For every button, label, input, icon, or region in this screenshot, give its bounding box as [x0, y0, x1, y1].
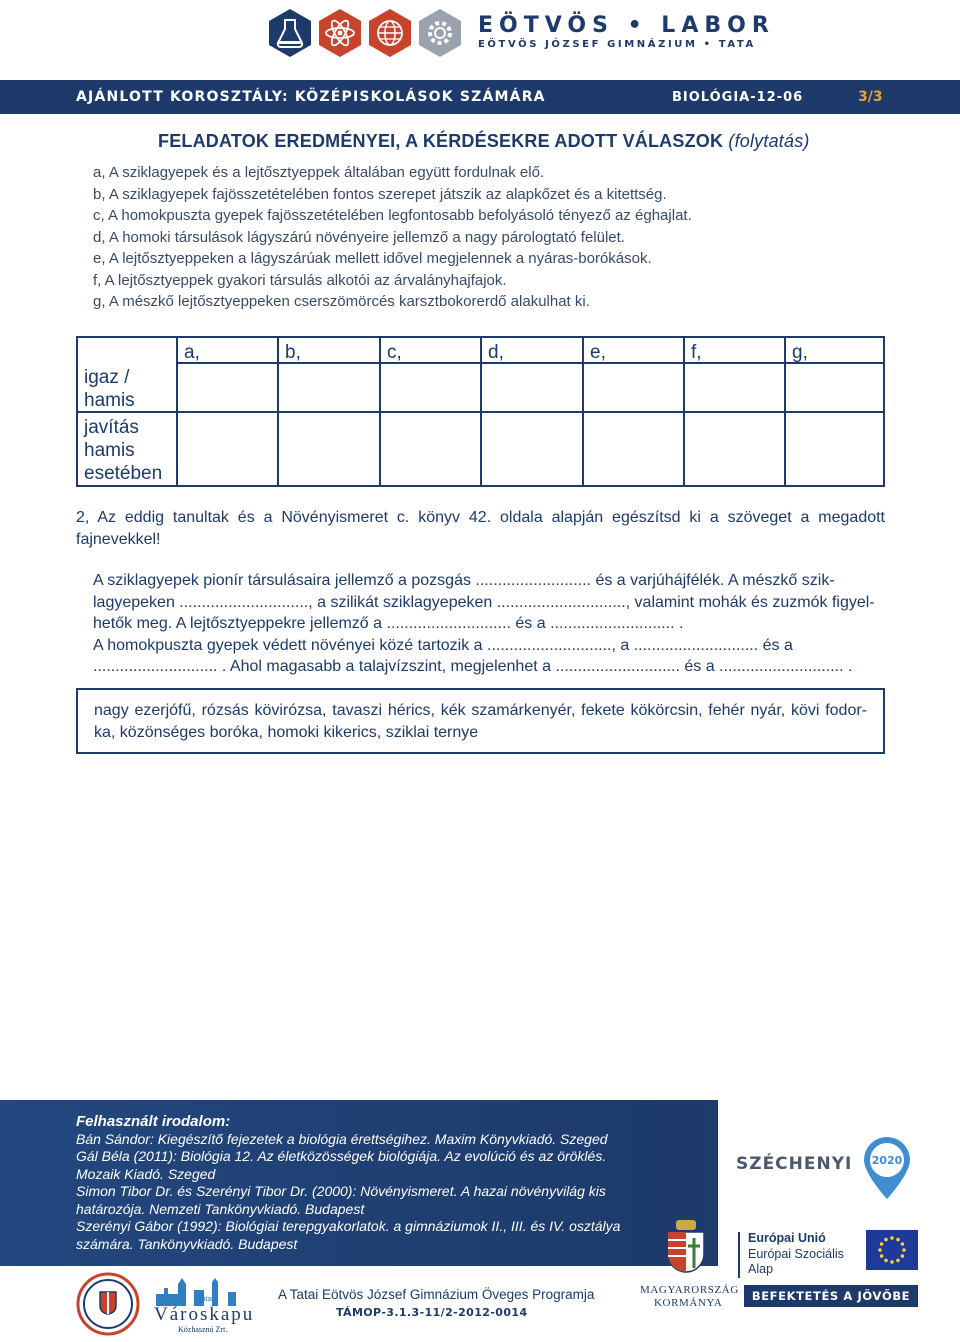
- table-rule: [176, 362, 883, 364]
- brand-name: EÖTVÖS • LABOR: [478, 13, 775, 38]
- varoskapu-logo: [152, 1276, 256, 1336]
- reference-item: Simon Tibor Dr. és Szerényi Tibor Dr. (2000): Növényismeret. A hazai növényvilág kis határozója. Nemzeti Tankönyvkiadó. Budapest: [76, 1183, 606, 1217]
- fill-line: lagyepeken ............................., a szilikát sziklagyepeken ............................., valamint mohák és zuzmók figyel-: [93, 593, 875, 611]
- flask-icon: [268, 8, 312, 58]
- table-rule: [277, 338, 279, 485]
- atom-icon: [318, 8, 362, 58]
- fill-in-text: [93, 570, 885, 678]
- references: [76, 1113, 636, 1253]
- tamop-code: TÁMOP-3.1.3-11/2-2012-0014: [336, 1306, 528, 1319]
- eu-line-2: Európai Szociális: [748, 1246, 844, 1261]
- section-title: [158, 131, 810, 152]
- table-rule: [784, 338, 786, 485]
- eu-stars-icon: [866, 1230, 918, 1270]
- header-band: [0, 80, 960, 114]
- varoskapu-top: Tatai: [198, 1296, 213, 1303]
- reference-item: Szerényi Gábor (1992): Biológiai terepgyakorlatok. a gimnáziumok II., III. és IV. osztálya számára. Tankönyvkiadó. Budapest: [76, 1218, 621, 1252]
- statement-item: c, A homokpuszta gyepek fajösszetételében legfontosabb befolyásoló tényező az éghajlat.: [93, 207, 692, 224]
- statement-list: [93, 162, 893, 313]
- column-header-d: d,: [488, 342, 504, 363]
- column-header-e: e,: [590, 342, 606, 363]
- fill-line: A homokpuszta gyepek védett növényei közé tartozik a ............................, a ............................ és a: [93, 636, 793, 654]
- row-label-line: hamis: [84, 440, 135, 461]
- table-rule: [582, 338, 584, 485]
- column-header-c: c,: [387, 342, 402, 363]
- school-crest-icon: [72, 1272, 144, 1336]
- divider: [738, 1232, 740, 1278]
- table-rule: [176, 338, 178, 485]
- hungarian-crest-icon: [662, 1218, 710, 1280]
- map-pin-icon: [862, 1135, 912, 1201]
- reference-item: Bán Sándor: Kiegészítő fejezetek a biológia érettségihez. Maxim Könyvkiadó. Szeged: [76, 1130, 608, 1147]
- subject-code: BIOLÓGIA-12-06: [672, 90, 804, 105]
- column-header-f: f,: [691, 342, 702, 363]
- page-number: 3/3: [858, 89, 883, 105]
- varoskapu-sub: Közhasznú Zrt.: [178, 1325, 228, 1334]
- row-label-correction: [84, 416, 162, 485]
- task-2-instruction: 2, Az eddig tanultak és a Növényismeret c. könyv 42. oldala alapján egészítsd ki a szöveget a megadott fajnevekkel!: [76, 509, 885, 548]
- fill-line: A sziklagyepek pionír társulásaira jellemző a pozsgás .......................... és a varjúhájfélék. A mészkő szik-: [93, 572, 835, 589]
- government-label-2: KORMÁNYA: [654, 1297, 723, 1309]
- szechenyi-label: SZÉCHENYI: [736, 1154, 853, 1174]
- column-header-g: g,: [792, 342, 808, 363]
- statement-item: e, A lejtősztyeppeken a lágyszárúak mellett idővel megjelennek a nyáras-borókások.: [93, 250, 652, 267]
- answer-table: [76, 336, 885, 487]
- program-name: A Tatai Eötvös József Gimnázium Öveges Programja: [278, 1287, 595, 1302]
- section-title-text: FELADATOK EREDMÉNYEI, A KÉRDÉSEKRE ADOTT VÁLASZOK: [158, 131, 724, 151]
- references-title: Felhasznált irodalom:: [76, 1113, 231, 1130]
- brand-subtitle: EÖTVÖS JÓZSEF GIMNÁZIUM • TATA: [478, 39, 756, 50]
- table-rule: [480, 338, 482, 485]
- eu-label: [748, 1231, 844, 1278]
- government-label-1: MAGYARORSZÁG: [640, 1284, 739, 1296]
- row-label-line: hamis: [84, 390, 135, 411]
- row-label-line: igaz /: [84, 367, 130, 388]
- row-label-true-false: [84, 366, 135, 412]
- row-label-line: javítás: [84, 417, 139, 438]
- varoskapu-name: Városkapu: [154, 1304, 255, 1325]
- statement-item: a, A sziklagyepek és a lejtősztyeppek általában együtt fordulnak elő.: [93, 164, 545, 181]
- eu-line-1: Európai Unió: [748, 1231, 826, 1245]
- table-rule: [683, 338, 685, 485]
- species-word-box: nagy ezerjófű, rózsás kövirózsa, tavaszi hérics, kék szamárkenyér, fekete kökörcsin, fehér nyár, kövi fodor-ka, közönséges boróka, homoki kikerics, sziklai ternye: [76, 688, 885, 754]
- eu-line-3: Alap: [748, 1262, 774, 1276]
- szechenyi-year: 2020: [871, 1154, 903, 1167]
- column-header-a: a,: [184, 342, 200, 363]
- statement-item: b, A sziklagyepek fajösszetételében fontos szerepet játszik az alapkőzet és a kitettség.: [93, 185, 667, 203]
- gears-icon: [418, 8, 462, 58]
- statement-item: d, A homoki társulások lágyszárú növényeire jellemző a nagy párologtató felület.: [93, 228, 625, 246]
- statement-item: f, A lejtősztyeppek gyakori társulás alkotói az árvalányhajfajok.: [93, 271, 507, 289]
- statement-item: g, A mészkő lejtősztyeppeken cserszömörcés karsztbokorerdő alakulhat ki.: [93, 293, 590, 310]
- section-title-suffix: (folytatás): [728, 131, 810, 151]
- row-label-line: esetében: [84, 463, 163, 484]
- investment-banner: BEFEKTETÉS A JÖVŐBE: [744, 1285, 918, 1307]
- globe-icon: [368, 8, 412, 58]
- eotvos-labor-logo: [268, 4, 775, 62]
- column-header-b: b,: [285, 342, 301, 363]
- fill-line: ............................ . Ahol magasabb a talajvízszint, megjelenhet a ............................ és a ............................ .: [93, 658, 853, 675]
- reference-item: Gál Béla (2011): Biológia 12. Az életközösségek biológiája. Az evolúció és az öröklés. Mozaik Kiadó. Szeged: [76, 1148, 607, 1182]
- age-group-label: AJÁNLOTT KOROSZTÁLY: KÖZÉPISKOLÁSOK SZÁMÁRA: [76, 89, 546, 105]
- fill-line: hetők meg. A lejtősztyeppekre jellemző a ............................ és a ............................ .: [93, 615, 684, 632]
- table-rule: [379, 338, 381, 485]
